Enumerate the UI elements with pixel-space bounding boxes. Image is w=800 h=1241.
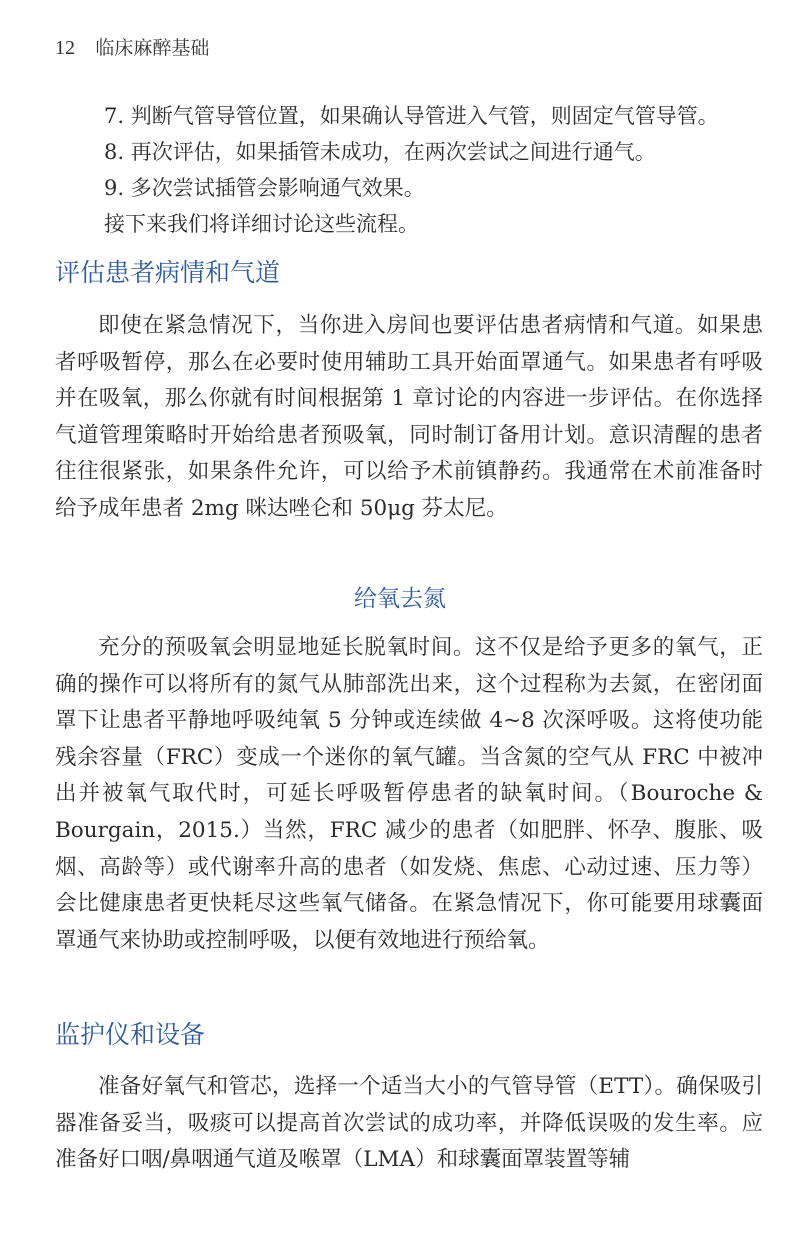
subsection-heading-denitrogenation: 给氧去氮 (354, 586, 446, 612)
paragraph-assessment: 即使在紧急情况下，当你进入房间也要评估患者病情和气道。如果患者呼吸暂停，那么在必要时使用辅助工具开始面罩通气。如果患者有呼吸并在吸氧，那么你就有时间根据第 1 章讨论的内容进一步评估。在你选择气道管理策略时开始给患者预吸氧，同时制订备用计划。意识清醒的患者往往很紧张，如果条件允许，可以给予术前镇静药。我通常在术前准备时给予成年患者 2mg 咪达唑仑和 50μg 芬太尼。 (55, 313, 763, 521)
section-heading-equipment: 监护仪和设备 (55, 1020, 206, 1049)
step-8: 8. 再次评估，如果插管未成功，在两次尝试之间进行通气。 (104, 140, 656, 164)
procedure-steps (104, 98, 784, 242)
transition-sentence: 接下来我们将详细讨论这些流程。 (104, 212, 419, 236)
paragraph-equipment: 准备好氧气和管芯，选择一个适当大小的气管导管（ETT）。确保吸引器准备妥当，吸痰可以提高首次尝试的成功率，并降低误吸的发生率。应准备好口咽/鼻咽通气道及喉罩（LMA）和球囊面罩装置等辅 (55, 1074, 763, 1173)
paragraph-denitrogenation: 充分的预吸氧会明显地延长脱氧时间。这不仅是给予更多的氧气，正确的操作可以将所有的氮气从肺部洗出来，这个过程称为去氮，在密闭面罩下让患者平静地呼吸纯氧 5 分钟或连续做 4~8 次深呼吸。这将使功能残余容量（FRC）变成一个迷你的氧气罐。当含氮的空气从 FRC 中被冲出并被氧气取代时，可延长呼吸暂停患者的缺氧时间。（Bouroche & Bourgain，2015.）当然，FRC 减少的患者（如肥胖、怀孕、腹胀、吸烟、高龄等）或代谢率升高的患者（如发烧、焦虑、心动过速、压力等）会比健康患者更快耗尽这些氧气储备。在紧急情况下，你可能要用球囊面罩通气来协助或控制呼吸，以便有效地进行预给氧。 (55, 635, 763, 953)
running-header (55, 33, 209, 60)
section-heading-assessment: 评估患者病情和气道 (55, 258, 281, 287)
step-7: 7. 判断气管导管位置，如果确认导管进入气管，则固定气管导管。 (104, 104, 719, 128)
page-number: 12 (55, 37, 75, 59)
step-9: 9. 多次尝试插管会影响通气效果。 (104, 176, 425, 200)
book-title: 临床麻醉基础 (95, 37, 210, 59)
